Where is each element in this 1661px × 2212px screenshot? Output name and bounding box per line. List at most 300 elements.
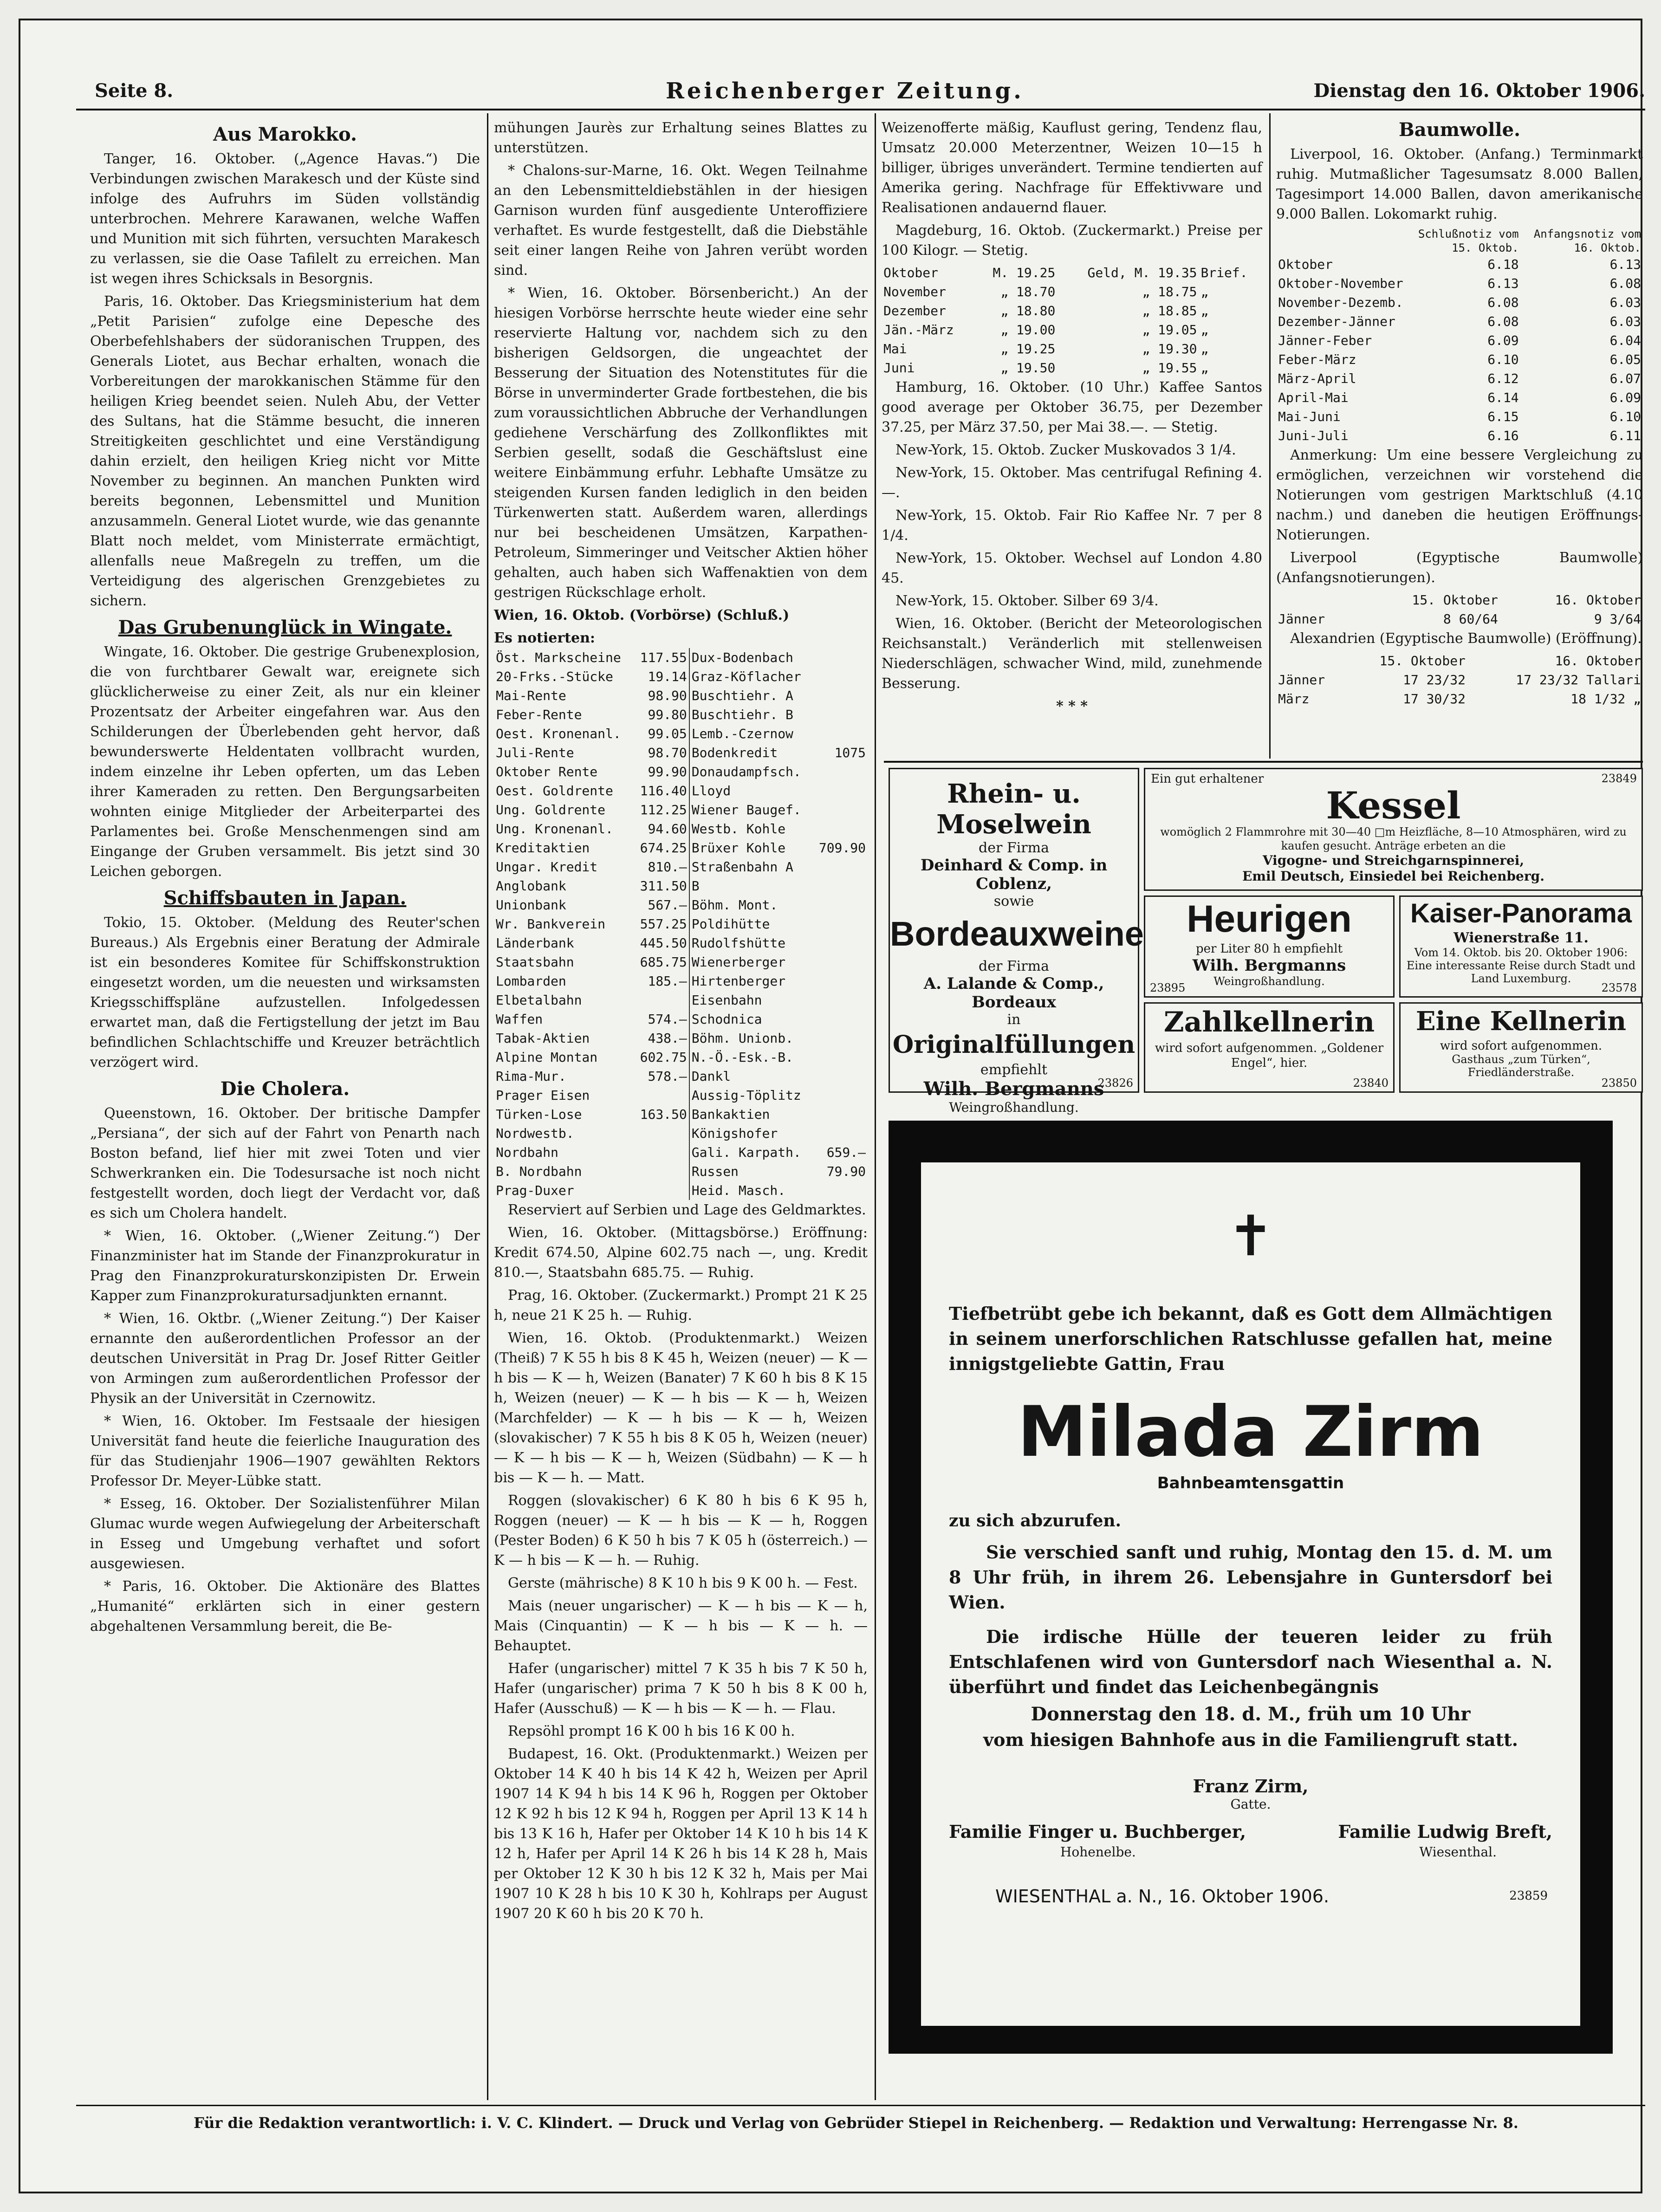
table-cell: 6.08 [1609, 276, 1641, 291]
table-cell: 8 60/64 [1443, 611, 1498, 627]
table-cell [813, 800, 868, 819]
article-paragraph: * Wien, 16. Oktober. („Wiener Zeitung.“) Der Finanzminister hat im Stande der Finanzprokuratur in Prag den Finanzprokuraturskonzipisten Dr. Erwein Kapper zum Finanzprokuratursadjunkten ernannt. [90, 1228, 480, 1304]
table-cell: Aussig-Töplitz [689, 1086, 813, 1105]
article-paragraph: * Wien, 16. Oktober. Börsenbericht.) An der hiesigen Vorbörse herrschte heute wieder eine sehr reservierte Haltung vor, nachdem sich zu den bisherigen Geldsorgen, die ungeachtet der Besserung der Situation des Notenstitutes für die Börse in unverminderter Grade fortbestehen, die bis zum voraussichtlichen Abbruche der Verhandlungen gediehene Verschärfung des Zollkonfliktes mit Serbien gesellt, sodaß die Geschäftslust eine weitere Einbämmung erfuhr. Lebhafte Umsätze zu steigenden Kursen fanden lediglich in den beiden Türkenwerten statt. Außerdem waren, allerdings nur bei bescheidenen Umsätzen, Karpathen-Petroleum, Simmeringer und Veitscher Aktien höher gehalten, auch haben sich Waffenaktien von dem gestrigen Rückschlage erholt. [494, 285, 868, 601]
table-row [494, 1048, 868, 1067]
obituary-text: Tiefbetrübt gebe ich bekannt, daß es Gott dem Allmächtigen in seinem unerforschlichen Ratschlusse gefallen hat, meine innigstgeliebte Gattin, Frau [949, 1303, 1552, 1374]
column-divider [1269, 113, 1271, 759]
table-row [882, 320, 1262, 339]
ad-text: per Liter 80 h empfiehlt [1195, 942, 1343, 956]
table-cell: 6.09 [1609, 390, 1641, 405]
table-cell: 6.12 [1487, 371, 1519, 386]
table-cell: Feber-Rente [496, 707, 582, 722]
table-cell: Juni [883, 360, 915, 376]
table-row [494, 991, 868, 1010]
table-cell: Oest. Kronenanl. [496, 726, 621, 741]
column-divider [487, 113, 488, 2100]
ad-text: Gasthaus „zum Türken“, Friedländerstraße. [1452, 1053, 1590, 1079]
table-cell: 99.90 [648, 764, 687, 779]
table-row [494, 800, 868, 819]
table-cell: Jän.-März [883, 322, 954, 337]
table-cell: „ 19.00 [1000, 322, 1056, 337]
table-cell: 685.75 [640, 954, 687, 970]
signatory: Franz Zirm, [1193, 1776, 1309, 1797]
table-cell: Lombarden [496, 973, 566, 989]
table-cell: Poldihütte [689, 915, 813, 934]
table-row [494, 1181, 868, 1200]
deceased-name: Milada Zirm [1017, 1392, 1484, 1473]
table-cell: Graz-Köflacher [689, 667, 813, 686]
table-cell: Königshofer [689, 1124, 813, 1143]
table-row [494, 724, 868, 743]
table-cell [634, 1181, 689, 1200]
ad-text: sowie [993, 893, 1034, 909]
table-row [494, 781, 868, 800]
table-cell: 602.75 [640, 1050, 687, 1065]
ad-number: 23578 [1601, 981, 1637, 994]
table-cell [634, 1124, 689, 1143]
table-cell: 438.— [648, 1031, 687, 1046]
table-row [1276, 312, 1643, 331]
section-title: Schiffsbauten in Japan. [163, 887, 407, 909]
column-2 [494, 118, 868, 2100]
article-paragraph: Hamburg, 16. Oktober. (10 Uhr.) Kaffee Santos good average per Oktober 36.75, per Dezember 37.25, per März 37.50, per Mai 38.—. — Stetig. [882, 379, 1262, 435]
ad-text: womöglich 2 Flammrohre mit 30—40 □m Heizfläche, 8—10 Atmosphären, wird zu kaufen gesucht. Anträge erbeten an die [1160, 825, 1627, 852]
table-cell: Westb. Kohle [689, 819, 813, 838]
table-cell: Länderbank [496, 935, 574, 951]
table-cell: 445.50 [640, 935, 687, 951]
ad-number: 23840 [1353, 1077, 1388, 1090]
table-cell: Dux-Bodenbach [689, 648, 813, 667]
table-cell: 79.90 [826, 1164, 866, 1179]
table-cell: Oktober Rente [496, 764, 598, 779]
table-cell: Dezember [883, 303, 946, 318]
table-cell: 17 30/32 [1403, 691, 1466, 707]
obituary-footer [921, 1886, 1580, 1919]
ad-section-rule [884, 761, 1643, 763]
ad-heurigen [1144, 895, 1395, 998]
table-cell [813, 895, 868, 915]
table-cell: Juni-Juli [1278, 428, 1349, 443]
ad-number: 23826 [1097, 1077, 1133, 1090]
table-cell: Oest. Goldrente [496, 783, 613, 798]
ad-title: Eine Kellnerin [1415, 1006, 1627, 1037]
table-row [494, 1067, 868, 1086]
table-cell [813, 1010, 868, 1029]
table-cell: Ung. Kronenanl. [496, 821, 613, 837]
table-cell: 18 1/32 „ [1570, 691, 1641, 707]
table-cell: Dezember-Jänner [1278, 314, 1395, 329]
table-header: Anfangsnotiz vom 16. Oktob. [1533, 227, 1641, 254]
article-paragraph: Liverpool (Egyptische Baumwolle) (Anfangsnotierungen). [1276, 550, 1643, 586]
table-row [494, 876, 868, 895]
article-paragraph: * Chalons-sur-Marne, 16. Okt. Wegen Teilnahme an den Lebensmitteldiebstählen in der hiesigen Garnison wurden fünf ausgediente Unteroffiziere verhaftet. Es wurde festgestellt, daß die Diebstähle seit einer langen Reihe von Jahren verübt worden sind. [494, 162, 868, 279]
table-cell [813, 819, 868, 838]
newspaper-title: Reichenberger Zeitung. [666, 78, 1024, 104]
table-cell: Prag-Duxer [496, 1183, 574, 1198]
table-cell: Hirtenberger [689, 972, 813, 991]
table-row [1276, 426, 1643, 445]
table-row [494, 743, 868, 762]
table-cell [1276, 651, 1345, 670]
table-cell: Nordbahn [496, 1145, 558, 1160]
section-title: Die Cholera. [220, 1078, 350, 1100]
table-row [494, 1162, 868, 1181]
table-cell: 6.10 [1487, 352, 1519, 367]
table-row [494, 1124, 868, 1143]
table-cell [813, 724, 868, 743]
table-cell [813, 1105, 868, 1124]
table-cell: Oktober [1278, 257, 1333, 272]
obituary-notice [889, 1121, 1613, 2054]
table-row [1276, 331, 1643, 350]
table-cell: 9 3/64 [1594, 611, 1641, 627]
table-cell: 6.03 [1609, 295, 1641, 310]
table-cell: Feber-März [1278, 352, 1356, 367]
newspaper-page [19, 19, 1645, 2193]
obituary-text: Bahnbeamtensgattin [1157, 1474, 1344, 1492]
table-cell: 98.70 [648, 745, 687, 760]
table-cell: Lloyd [689, 781, 813, 800]
family-name: Familie Ludwig Breft, [1338, 1821, 1552, 1842]
table-cell: 810.— [648, 859, 687, 875]
table-header: Schlußnotiz vom 15. Oktob. [1418, 227, 1519, 254]
footer-rule [76, 2105, 1645, 2106]
cotton-price-table [1276, 227, 1643, 445]
table-cell: 15. Oktober [1412, 592, 1498, 608]
table-cell: Staatsbahn [496, 954, 574, 970]
ad-text: A. Lalande & Comp., Bordeaux [923, 974, 1104, 1012]
table-cell: Gali. Karpath. [689, 1143, 813, 1162]
ad-number: 23859 [1509, 1889, 1548, 1903]
family-place: Wiesenthal. [1419, 1844, 1497, 1860]
table-row [1276, 407, 1643, 426]
article-paragraph: Wien, 16. Oktober. (Mittagsbörse.) Eröffnung: Kredit 674.50, Alpine 602.75 nach —, ung. Kredit 810.—, Staatsbahn 685.75. — Ruhig. [494, 1225, 868, 1281]
page-header [95, 76, 1645, 109]
table-cell: 6.08 [1487, 314, 1519, 329]
imprint-footer: Für die Redaktion verantwortlich: i. V. C. Klindert. — Druck und Verlag von Gebrüder Stiepel in Reichenberg. — Redaktion und Verwaltung: Herrengasse Nr. 8. [194, 2114, 1518, 2132]
table-row [494, 1105, 868, 1124]
article-paragraph: New-York, 15. Oktober. Wechsel auf London 4.80 45. [882, 550, 1262, 586]
article-paragraph: * Wien, 16. Oktbr. („Wiener Zeitung.“) Der Kaiser ernannte den außerordentlichen Professor an der deutschen Universität in Prag Dr. Josef Ritter Geitler von Armingen zum außerordentlichen Professor der Physik an der Universität in Czernowitz. [90, 1310, 480, 1407]
ad-number: 23849 [1601, 772, 1637, 785]
table-row [882, 301, 1262, 320]
table-cell: 6.13 [1487, 276, 1519, 291]
ad-kellnerin [1399, 1002, 1643, 1093]
table-cell: 1075 [834, 745, 866, 760]
table-cell: Jänner [1278, 611, 1325, 627]
page-number: Seite 8. [95, 80, 174, 102]
table-cell: Geld, M. 19.35 [1087, 265, 1197, 280]
table-cell: Eisenbahn [689, 991, 813, 1010]
table-cell: Türken-Lose [496, 1107, 582, 1122]
table-cell: 6.15 [1487, 409, 1519, 424]
table-cell: Jänner-Feber [1278, 333, 1372, 348]
table-cell: 567.— [648, 897, 687, 913]
table-cell: Buschtiehr. A [689, 686, 813, 705]
table-cell: „ 18.75 [1142, 284, 1197, 299]
table-row [494, 1029, 868, 1048]
table-cell: 6.11 [1609, 428, 1641, 443]
table-cell: 117.55 [640, 650, 687, 665]
table-cell [634, 1086, 689, 1105]
table-row [1276, 689, 1643, 708]
table-row [494, 648, 868, 667]
table-row [1276, 369, 1643, 388]
family-place: Hohenelbe. [1060, 1844, 1136, 1860]
article-paragraph: Budapest, 16. Okt. (Produktenmarkt.) Weizen per Oktober 14 K 40 h bis 14 K 42 h, Weizen per April 1907 14 K 94 h bis 14 K 96 h, Roggen per Oktober 12 K 92 h bis 12 K 94 h, Roggen per April 13 K 14 h bis 13 K 16 h, Hafer per Oktober 14 K 10 h bis 14 K 12 h, Hafer per April 14 K 26 h bis 14 K 28 h, Mais per Oktober 12 K 30 h bis 12 K 32 h, Mais per Mai 1907 10 K 28 h bis 10 K 30 h, Kohlraps per August 1907 20 K 60 h bis 20 K 70 h. [494, 1746, 868, 1922]
table-cell: März-April [1278, 371, 1356, 386]
ad-title: Bordeauxweine [890, 915, 1144, 953]
table-cell: Mai-Rente [496, 688, 566, 703]
table-cell [813, 972, 868, 991]
table-cell: 99.80 [648, 707, 687, 722]
table-cell: 16. Oktober [1555, 653, 1641, 668]
table-cell: Mai [883, 341, 907, 357]
ad-title: Zahlkellnerin [1163, 1006, 1375, 1038]
family-signatures [921, 1821, 1580, 1872]
table-row [1276, 651, 1643, 670]
table-cell: B [689, 876, 813, 895]
article-paragraph: Tokio, 15. Oktober. (Meldung des Reuter'schen Bureaus.) Als Ergebnis einer Beratung der Admirale ist ein besonderes Komitee für Schiffskonstruktion eingesetzt worden, um die neuesten und wirksamsten Kriegsschiffspläne aufzustellen. Infolgedessen erwartet man, daß die Fertigstellung der jetzt im Bau befindlichen Schlachtschiffe und Kreuzer beträchtlich verzögert wird. [90, 915, 480, 1070]
table-cell: „ 18.70 [1000, 284, 1056, 299]
table-cell: „ 18.80 [1000, 303, 1056, 318]
signatory-role: Gatte. [1230, 1797, 1271, 1812]
table-cell: Brief. [1200, 265, 1248, 280]
table-cell: Anglobank [496, 878, 566, 894]
table-cell: 99.05 [648, 726, 687, 741]
table-cell: Tabak-Aktien [496, 1031, 590, 1046]
article-paragraph: Paris, 16. Oktober. Das Kriegsministerium hat dem „Petit Parisien“ zufolge eine Depesche des Oberbefehlshabers der südoranischen Truppen, des Generals Liotet, aus Bechar erhalten, wonach die Vorbereitungen der marokkanischen Stämme für den heiligen Krieg beendet seien. Nuleh Abu, der Vetter des Sultans, hat die Stämme besucht, die inneren Streitigkeiten geschlichtet und eine Verständigung dahin erzielt, den heiligen Krieg nicht vor Mitte November zu beginnen. An manchen Punkten wird bereits begonnen, Lebensmittel und Munition anzusammeln. General Liotet wurde, wie das genannte Blatt noch meldet, vom Ministerrate ermächtigt, allenfalls neue Maßregeln zu treffen, um die Verteidigung des algerischen Grenzgebietes zu sichern. [90, 293, 480, 609]
table-cell: Lemb.-Czernow [689, 724, 813, 743]
table-cell: „ 19.50 [1000, 360, 1056, 376]
ad-text: Deinhard & Comp. in Coblenz, [920, 856, 1108, 893]
ad-text: Vom 14. Oktob. bis 20. Oktober 1906: [1414, 946, 1628, 959]
funeral-date: Donnerstag den 18. d. M., früh um 10 Uhr [1031, 1703, 1471, 1725]
table-cell: 6.14 [1487, 390, 1519, 405]
table-cell: 674.25 [640, 840, 687, 856]
ad-text: wird sofort aufgenommen. „Goldener Engel“, hier. [1155, 1041, 1384, 1070]
table-row [494, 838, 868, 857]
section-title: Baumwolle. [1398, 119, 1520, 141]
article-paragraph: Hafer (ungarischer) mittel 7 K 35 h bis 7 K 50 h, Hafer (ungarischer) prima 7 K 50 h bis 8 K 00 h, Hafer (Ausschuß) — K — h bis — K — h. — Flau. [494, 1661, 868, 1717]
table-cell [813, 1048, 868, 1067]
table-cell [813, 1067, 868, 1086]
article-paragraph: Alexandrien (Egyptische Baumwolle) (Eröffnung). [1290, 630, 1642, 647]
table-cell: Straßenbahn A [689, 857, 813, 876]
table-row [494, 1143, 868, 1162]
table-cell: Prager Eisen [496, 1088, 590, 1103]
table-cell: Alpine Montan [496, 1050, 598, 1065]
table-cell: N.-Ö.-Esk.-B. [689, 1048, 813, 1067]
article-paragraph: New-York, 15. Oktober. Silber 69 3/4. [895, 593, 1159, 609]
table-cell [813, 1181, 868, 1200]
table-row [494, 934, 868, 953]
table-cell: 6.07 [1609, 371, 1641, 386]
table-cell: April-Mai [1278, 390, 1349, 405]
table-cell: „ [1200, 322, 1209, 337]
table-cell [813, 915, 868, 934]
ad-text: Weingroßhandlung. [1213, 975, 1325, 988]
column-1 [90, 118, 480, 2100]
table-cell: 6.03 [1609, 314, 1641, 329]
table-cell: 574.— [648, 1012, 687, 1027]
table-cell [813, 934, 868, 953]
ad-text: Eine interessante Reise durch Stadt und Land Luxemburg. [1406, 959, 1636, 985]
obituary-text: vom hiesigen Bahnhofe aus in die Familiengruft statt. [983, 1729, 1518, 1750]
ad-text: Emil Deutsch, Einsiedel bei Reichenberg. [1242, 869, 1544, 884]
table-cell: 17 23/32 Tallari [1516, 672, 1641, 688]
ad-text: der Firma [979, 958, 1049, 974]
table-cell: 578.— [648, 1069, 687, 1084]
table-cell: 20-Frks.-Stücke [496, 669, 613, 684]
table-cell: Waffen [496, 1012, 543, 1027]
obituary-text: Die irdische Hülle der teueren leider zu früh Entschlafenen wird von Guntersdorf nach Wiesenthal a. N. überführt und findet das Leichenbegängnis [949, 1626, 1552, 1697]
table-cell: 6.09 [1487, 333, 1519, 348]
alexandria-cotton-table [1276, 651, 1643, 708]
table-cell: Wienerberger [689, 953, 813, 972]
table-cell: „ [1200, 303, 1209, 318]
table-row [494, 1010, 868, 1029]
ad-title: Originalfüllungen [892, 1031, 1135, 1059]
article-paragraph: Reserviert auf Serbien und Lage des Geldmarktes. [508, 1202, 866, 1218]
header-rule [76, 109, 1645, 110]
table-cell [813, 1124, 868, 1143]
table-cell [813, 876, 868, 895]
table-cell: 557.25 [640, 916, 687, 932]
table-cell: November-Dezemb. [1278, 295, 1403, 310]
table-cell: 16. Oktober [1555, 592, 1641, 608]
table-row [494, 819, 868, 838]
ad-text: empfiehlt [980, 1062, 1048, 1078]
table-cell: 6.10 [1609, 409, 1641, 424]
table-cell [813, 1086, 868, 1105]
table-cell: Heid. Masch. [689, 1181, 813, 1200]
table-cell: Wiener Baugef. [689, 800, 813, 819]
obituary-text: zu sich abzurufen. [949, 1511, 1122, 1531]
article-paragraph: Magdeburg, 16. Oktob. (Zuckermarkt.) Preise per 100 Kilogr. — Stetig. [882, 222, 1262, 259]
ad-kessel [1144, 768, 1643, 891]
table-cell: 6.05 [1609, 352, 1641, 367]
table-cell: 6.04 [1609, 333, 1641, 348]
article-paragraph: Roggen (slovakischer) 6 K 80 h bis 6 K 95 h, Roggen (neuer) — K — h bis — K — h, Roggen (Pester Boden) 6 K 50 h bis 7 K 05 h (österreich.) — K — h bis — K — h. — Ruhig. [494, 1492, 868, 1569]
table-cell: Wr. Bankverein [496, 916, 606, 932]
table-cell: Rima-Mur. [496, 1069, 566, 1084]
article-paragraph: * Wien, 16. Oktober. Im Festsaale der hiesigen Universität fand heute die feierliche Inauguration des für das Studienjahr 1906—1907 gewählten Rektors Professor Dr. Meyer-Lübke statt. [90, 1413, 480, 1489]
table-row [1276, 274, 1643, 293]
family-name: Familie Finger u. Buchberger, [949, 1821, 1246, 1842]
article-paragraph: Mais (neuer ungarischer) — K — h bis — K — h, Mais (Cinquantin) — K — h bis — K — h. — Behauptet. [494, 1598, 868, 1654]
table-cell [813, 762, 868, 781]
quote-subheading: Es notierten: [494, 630, 595, 646]
table-row [494, 895, 868, 915]
table-cell [634, 1162, 689, 1181]
table-row [882, 263, 1262, 282]
table-cell: 19.14 [648, 669, 687, 684]
ad-title: Heurigen [1187, 898, 1352, 940]
ad-text: der Firma [979, 840, 1049, 856]
table-cell: Unionbank [496, 897, 566, 913]
table-cell: Oktober [883, 265, 939, 280]
cross-icon: ✝ [1227, 1204, 1274, 1269]
table-cell: Mai-Juni [1278, 409, 1341, 424]
table-cell [813, 991, 868, 1010]
table-cell: Schodnica [689, 1010, 813, 1029]
table-cell: 6.08 [1487, 295, 1519, 310]
table-cell: „ 19.55 [1142, 360, 1197, 376]
ad-text: Vigogne- und Streichgarnspinnerei, [1262, 853, 1525, 868]
table-cell: Bodenkredit [689, 743, 813, 762]
table-cell: „ 19.05 [1142, 322, 1197, 337]
table-cell: Ungar. Kredit [496, 859, 598, 875]
table-cell: Böhm. Mont. [689, 895, 813, 915]
obituary-body [921, 1162, 1580, 2026]
separator-stars: * * * [1056, 698, 1088, 714]
table-row [494, 762, 868, 781]
quote-heading: Wien, 16. Oktob. (Vorbörse) (Schluß.) [494, 607, 790, 623]
table-cell: 6.18 [1487, 257, 1519, 272]
table-cell: „ 19.25 [1000, 341, 1056, 357]
ad-text: Ein gut erhaltener [1151, 772, 1264, 786]
table-cell: 163.50 [640, 1107, 687, 1122]
table-row [494, 857, 868, 876]
table-cell: Elbetalbahn [496, 992, 582, 1008]
table-cell: 17 23/32 [1403, 672, 1466, 688]
article-paragraph: Wien, 16. Oktob. (Produktenmarkt.) Weizen (Theiß) 7 K 55 h bis 8 K 45 h, Weizen (neuer) — K — h bis — K — h, Weizen (Banater) 7 K 60 h bis 8 K 15 h, Weizen (neuer) — K — h bis — K — h, Weizen (Marchfelder) — K — h bis — K — h, Weizen (slovakischer) 7 K 55 h bis 8 K 05 h, Weizen (neuer) — K — h bis — K — h, Weizen (Südbahn) — K — h bis — K — h. — Matt. [494, 1330, 868, 1486]
table-cell: 94.60 [648, 821, 687, 837]
article-paragraph: New-York, 15. Oktob. Zucker Muskovados 3 1/4. [895, 442, 1236, 458]
table-cell: 709.90 [818, 840, 866, 856]
article-paragraph: Weizenofferte mäßig, Kauflust gering, Tendenz flau, Umsatz 20.000 Meterzentner, Weizen 10—15 h billiger, übriges unverändert. Termine tendierten auf Amerika gering. Nachfrage für Effektivware und Realisationen andauernd flauer. [882, 120, 1262, 216]
article-paragraph: Repsöhl prompt 16 K 00 h bis 16 K 00 h. [508, 1723, 795, 1739]
table-cell: Oktober-November [1278, 276, 1403, 291]
ad-zahlkellnerin [1144, 1002, 1395, 1093]
table-cell: März [1278, 691, 1310, 707]
article-paragraph: mühungen Jaurès zur Erhaltung seines Blattes zu unterstützen. [494, 120, 868, 156]
table-cell [1276, 590, 1357, 610]
table-row [1276, 670, 1643, 689]
table-cell [634, 1143, 689, 1162]
article-paragraph: * Esseg, 16. Oktober. Der Sozialistenführer Milan Glumac wurde wegen Aufwiegelung der Arbeiterschaft in Esseg und Umgebung verhaftet und sofort ausgewiesen. [90, 1496, 480, 1572]
issue-date: Dienstag den 16. Oktober 1906. [1313, 80, 1645, 102]
ad-text: Wilh. Bergmanns [923, 1078, 1104, 1100]
article-paragraph: Queenstown, 16. Oktober. Der britische Dampfer „Persiana“, der sich auf der Fahrt von Penarth nach Boston befand, lief hier mit zwei Toten und vier Schwerkranken ein. Die Todesursache ist noch nicht festgestellt worden, doch liegt der Verdacht vor, daß es sich um Cholera handelt. [90, 1105, 480, 1221]
table-cell: „ 19.30 [1142, 341, 1197, 357]
article-paragraph: * Paris, 16. Oktober. Die Aktionäre des Blattes „Humanité“ erklärten sich in einer gestern abgehaltenen Versammlung bereit, die Be- [90, 1578, 480, 1635]
table-cell [634, 991, 689, 1010]
table-cell: Donaudampfsch. [689, 762, 813, 781]
table-cell: Nordwestb. [496, 1126, 574, 1141]
table-cell: Kreditaktien [496, 840, 590, 856]
table-cell: Jänner [1278, 672, 1325, 688]
article-paragraph: New-York, 15. Oktob. Fair Rio Kaffee Nr. 7 per 8 1/4. [882, 507, 1262, 544]
table-cell: Buschtiehr. B [689, 705, 813, 724]
ad-rhein-moselwein [889, 768, 1144, 1115]
table-cell [813, 648, 868, 667]
table-row [494, 686, 868, 705]
table-cell: „ [1200, 341, 1209, 357]
ad-text: Wilh. Bergmanns [1192, 956, 1346, 975]
table-cell: Dankl [689, 1067, 813, 1086]
table-row [1276, 350, 1643, 369]
table-cell: 98.90 [648, 688, 687, 703]
article-paragraph: Gerste (mährische) 8 K 10 h bis 9 K 00 h. — Fest. [508, 1575, 858, 1591]
ad-text: in [1007, 1012, 1021, 1028]
ad-text: Weingroßhandlung. [949, 1100, 1079, 1115]
egyptian-cotton-table [1276, 590, 1643, 629]
table-cell: „ [1200, 360, 1209, 376]
table-cell [813, 1029, 868, 1048]
